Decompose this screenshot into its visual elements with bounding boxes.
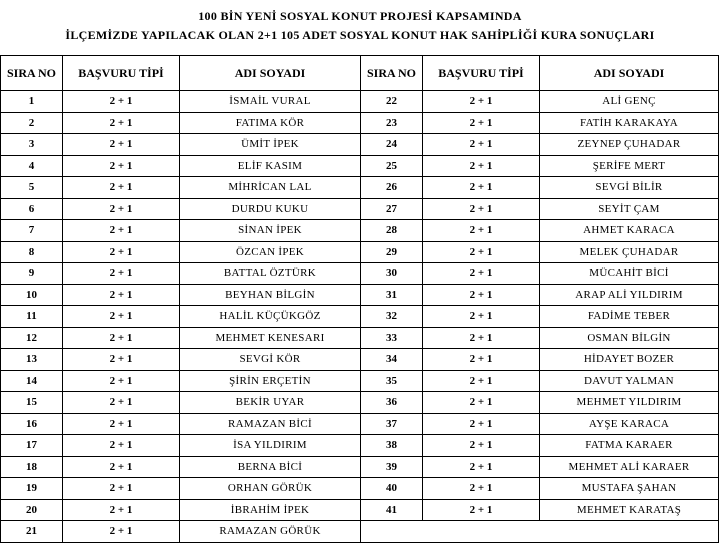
table-row (1, 241, 719, 263)
basvuru-tipi-cell: 2 + 1 (63, 306, 180, 328)
sira-no-cell: 35 (361, 370, 423, 392)
sira-no-cell: 1 (1, 91, 63, 113)
sira-no-cell: 8 (1, 241, 63, 263)
results-table (0, 55, 719, 543)
basvuru-tipi-cell: 2 + 1 (423, 220, 540, 242)
adi-soyadi-cell: BEKİR UYAR (180, 392, 361, 414)
sira-no-cell: 21 (1, 521, 63, 543)
header-row (1, 56, 719, 91)
basvuru-tipi-cell: 2 + 1 (63, 198, 180, 220)
sira-no-cell: 29 (361, 241, 423, 263)
basvuru-tipi-cell: 2 + 1 (63, 284, 180, 306)
document-subtitle: İLÇEMİZDE YAPILACAK OLAN 2+1 105 ADET SOSYAL KONUT HAK SAHİPLİĞİ KURA SONUÇLARI (65, 28, 655, 42)
sira-no-cell: 3 (1, 134, 63, 156)
sira-no-cell: 13 (1, 349, 63, 371)
adi-soyadi-cell: İSMAİL VURAL (180, 91, 361, 113)
adi-soyadi-cell: BEYHAN BİLGİN (180, 284, 361, 306)
sira-no-cell: 5 (1, 177, 63, 199)
basvuru-tipi-cell: 2 + 1 (63, 456, 180, 478)
basvuru-tipi-cell: 2 + 1 (423, 456, 540, 478)
table-row (1, 370, 719, 392)
table-row (1, 521, 719, 543)
table-row (1, 177, 719, 199)
adi-soyadi-cell: BERNA BİCİ (180, 456, 361, 478)
basvuru-tipi-cell: 2 + 1 (63, 521, 180, 543)
sira-no-cell: 15 (1, 392, 63, 414)
basvuru-tipi-cell: 2 + 1 (423, 392, 540, 414)
table-row (1, 284, 719, 306)
basvuru-tipi-cell: 2 + 1 (63, 435, 180, 457)
empty-cell (361, 521, 719, 543)
header-basvuru-tipi-right: BAŞVURU TİPİ (423, 56, 540, 91)
adi-soyadi-cell: AYŞE KARACA (540, 413, 719, 435)
sira-no-cell: 39 (361, 456, 423, 478)
adi-soyadi-cell: ÖZCAN İPEK (180, 241, 361, 263)
header-basvuru-tipi-left: BAŞVURU TİPİ (63, 56, 180, 91)
adi-soyadi-cell: ELİF KASIM (180, 155, 361, 177)
basvuru-tipi-cell: 2 + 1 (63, 177, 180, 199)
adi-soyadi-cell: SEVGİ BİLİR (540, 177, 719, 199)
basvuru-tipi-cell: 2 + 1 (63, 112, 180, 134)
table-row (1, 220, 719, 242)
table-row (1, 134, 719, 156)
adi-soyadi-cell: SEVGİ KÖR (180, 349, 361, 371)
basvuru-tipi-cell: 2 + 1 (63, 263, 180, 285)
table-row (1, 263, 719, 285)
header-adi-soyadi-left: ADI SOYADI (180, 56, 361, 91)
basvuru-tipi-cell: 2 + 1 (423, 306, 540, 328)
adi-soyadi-cell: ARAP ALİ YILDIRIM (540, 284, 719, 306)
adi-soyadi-cell: AHMET KARACA (540, 220, 719, 242)
basvuru-tipi-cell: 2 + 1 (63, 134, 180, 156)
sira-no-cell: 25 (361, 155, 423, 177)
sira-no-cell: 30 (361, 263, 423, 285)
sira-no-cell: 31 (361, 284, 423, 306)
table-row (1, 392, 719, 414)
table-row (1, 435, 719, 457)
table-row (1, 198, 719, 220)
adi-soyadi-cell: MELEK ÇUHADAR (540, 241, 719, 263)
sira-no-cell: 27 (361, 198, 423, 220)
basvuru-tipi-cell: 2 + 1 (423, 134, 540, 156)
sira-no-cell: 2 (1, 112, 63, 134)
adi-soyadi-cell: İSA YILDIRIM (180, 435, 361, 457)
sira-no-cell: 24 (361, 134, 423, 156)
adi-soyadi-cell: FADİME TEBER (540, 306, 719, 328)
basvuru-tipi-cell: 2 + 1 (423, 155, 540, 177)
sira-no-cell: 26 (361, 177, 423, 199)
basvuru-tipi-cell: 2 + 1 (63, 220, 180, 242)
table-row (1, 155, 719, 177)
adi-soyadi-cell: MÜCAHİT BİCİ (540, 263, 719, 285)
sira-no-cell: 10 (1, 284, 63, 306)
basvuru-tipi-cell: 2 + 1 (423, 327, 540, 349)
adi-soyadi-cell: FATIMA KÖR (180, 112, 361, 134)
adi-soyadi-cell: DURDU KUKU (180, 198, 361, 220)
adi-soyadi-cell: İBRAHİM İPEK (180, 499, 361, 521)
basvuru-tipi-cell: 2 + 1 (423, 263, 540, 285)
adi-soyadi-cell: MİHRİCAN LAL (180, 177, 361, 199)
adi-soyadi-cell: ORHAN GÖRÜK (180, 478, 361, 500)
sira-no-cell: 18 (1, 456, 63, 478)
sira-no-cell: 4 (1, 155, 63, 177)
basvuru-tipi-cell: 2 + 1 (423, 91, 540, 113)
table-row (1, 456, 719, 478)
sira-no-cell: 41 (361, 499, 423, 521)
basvuru-tipi-cell: 2 + 1 (63, 392, 180, 414)
sira-no-cell: 40 (361, 478, 423, 500)
basvuru-tipi-cell: 2 + 1 (423, 435, 540, 457)
adi-soyadi-cell: RAMAZAN GÖRÜK (180, 521, 361, 543)
adi-soyadi-cell: ŞERİFE MERT (540, 155, 719, 177)
sira-no-cell: 20 (1, 499, 63, 521)
basvuru-tipi-cell: 2 + 1 (423, 370, 540, 392)
basvuru-tipi-cell: 2 + 1 (63, 327, 180, 349)
sira-no-cell: 12 (1, 327, 63, 349)
sira-no-cell: 7 (1, 220, 63, 242)
adi-soyadi-cell: HALİL KÜÇÜKGÖZ (180, 306, 361, 328)
basvuru-tipi-cell: 2 + 1 (63, 478, 180, 500)
adi-soyadi-cell: MEHMET KARATAŞ (540, 499, 719, 521)
header-adi-soyadi-right: ADI SOYADI (540, 56, 719, 91)
table-row (1, 306, 719, 328)
basvuru-tipi-cell: 2 + 1 (423, 284, 540, 306)
sira-no-cell: 6 (1, 198, 63, 220)
sira-no-cell: 37 (361, 413, 423, 435)
table-row (1, 478, 719, 500)
document-title: 100 BİN YENİ SOSYAL KONUT PROJESİ KAPSAMINDA (198, 9, 522, 23)
basvuru-tipi-cell: 2 + 1 (423, 198, 540, 220)
adi-soyadi-cell: SEYİT ÇAM (540, 198, 719, 220)
basvuru-tipi-cell: 2 + 1 (423, 177, 540, 199)
adi-soyadi-cell: MEHMET KENESARI (180, 327, 361, 349)
sira-no-cell: 14 (1, 370, 63, 392)
basvuru-tipi-cell: 2 + 1 (63, 499, 180, 521)
adi-soyadi-cell: MUSTAFA ŞAHAN (540, 478, 719, 500)
adi-soyadi-cell: MEHMET ALİ KARAER (540, 456, 719, 478)
sira-no-cell: 32 (361, 306, 423, 328)
table-row (1, 327, 719, 349)
header-sira-no-left: SIRA NO (1, 56, 63, 91)
table-row (1, 499, 719, 521)
adi-soyadi-cell: FATİH KARAKAYA (540, 112, 719, 134)
basvuru-tipi-cell: 2 + 1 (423, 499, 540, 521)
basvuru-tipi-cell: 2 + 1 (423, 349, 540, 371)
header-sira-no-right: SIRA NO (361, 56, 423, 91)
adi-soyadi-cell: OSMAN BİLGİN (540, 327, 719, 349)
basvuru-tipi-cell: 2 + 1 (63, 349, 180, 371)
sira-no-cell: 33 (361, 327, 423, 349)
basvuru-tipi-cell: 2 + 1 (423, 413, 540, 435)
sira-no-cell: 34 (361, 349, 423, 371)
table-row (1, 413, 719, 435)
table-row (1, 91, 719, 113)
sira-no-cell: 17 (1, 435, 63, 457)
sira-no-cell: 28 (361, 220, 423, 242)
sira-no-cell: 23 (361, 112, 423, 134)
adi-soyadi-cell: DAVUT YALMAN (540, 370, 719, 392)
basvuru-tipi-cell: 2 + 1 (63, 370, 180, 392)
adi-soyadi-cell: BATTAL ÖZTÜRK (180, 263, 361, 285)
adi-soyadi-cell: SİNAN İPEK (180, 220, 361, 242)
basvuru-tipi-cell: 2 + 1 (63, 413, 180, 435)
adi-soyadi-cell: HİDAYET BOZER (540, 349, 719, 371)
basvuru-tipi-cell: 2 + 1 (63, 155, 180, 177)
basvuru-tipi-cell: 2 + 1 (423, 478, 540, 500)
basvuru-tipi-cell: 2 + 1 (423, 241, 540, 263)
adi-soyadi-cell: MEHMET YILDIRIM (540, 392, 719, 414)
adi-soyadi-cell: ŞİRİN ERÇETİN (180, 370, 361, 392)
basvuru-tipi-cell: 2 + 1 (63, 91, 180, 113)
sira-no-cell: 38 (361, 435, 423, 457)
sira-no-cell: 16 (1, 413, 63, 435)
adi-soyadi-cell: ÜMİT İPEK (180, 134, 361, 156)
basvuru-tipi-cell: 2 + 1 (63, 241, 180, 263)
sira-no-cell: 11 (1, 306, 63, 328)
basvuru-tipi-cell: 2 + 1 (423, 112, 540, 134)
sira-no-cell: 9 (1, 263, 63, 285)
sira-no-cell: 19 (1, 478, 63, 500)
table-row (1, 349, 719, 371)
sira-no-cell: 36 (361, 392, 423, 414)
adi-soyadi-cell: FATMA KARAER (540, 435, 719, 457)
adi-soyadi-cell: ALİ GENÇ (540, 91, 719, 113)
sira-no-cell: 22 (361, 91, 423, 113)
table-row (1, 112, 719, 134)
adi-soyadi-cell: RAMAZAN BİCİ (180, 413, 361, 435)
adi-soyadi-cell: ZEYNEP ÇUHADAR (540, 134, 719, 156)
